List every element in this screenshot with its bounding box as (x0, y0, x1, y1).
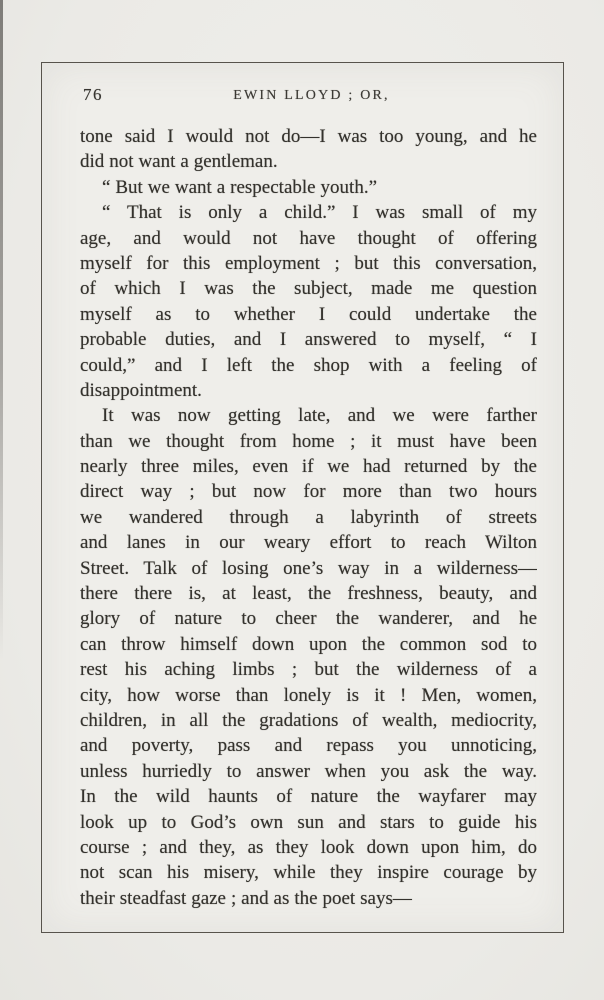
text-line: myself as to whether I could undertake the (80, 303, 537, 325)
text-line: their steadfast gaze ; and as the poet says— (80, 887, 412, 909)
text-line: could,” and I left the shop with a feeling of (80, 354, 537, 376)
text-line: not scan his misery, while they inspire courage by (80, 862, 537, 884)
running-header-title: EWIN LLOYD ; OR, (233, 88, 390, 103)
text-line: In the wild haunts of nature the wayfarer may (80, 786, 537, 808)
text-line: disappointment. (80, 379, 202, 401)
text-line: glory of nature to cheer the wanderer, and he (80, 608, 537, 630)
text-line: children, in all the gradations of wealth, mediocrity, (80, 709, 537, 731)
text-line: nearly three miles, even if we had returned by the (80, 456, 537, 478)
text-line: look up to God’s own sun and stars to guide his (80, 811, 537, 833)
text-line: course ; and they, as they look down upon him, do (80, 836, 537, 858)
text-line: “ That is only a child.” I was small of my (102, 202, 537, 224)
text-line: direct way ; but now for more than two hours (80, 481, 537, 503)
text-line: than we thought from home ; it must have been (80, 430, 537, 452)
text-line: there there is, at least, the freshness, beauty, and (80, 583, 537, 605)
text-line: age, and would not have thought of offering (80, 227, 537, 249)
body-text (80, 124, 537, 911)
text-line: It was now getting late, and we were farther (102, 405, 537, 427)
text-line: “ But we want a respectable youth.” (102, 176, 378, 198)
text-line: probable duties, and I answered to myself, “ I (80, 329, 537, 351)
page-frame (41, 62, 564, 933)
scan-edge-artifact (0, 0, 3, 660)
text-line: Street. Talk of losing one’s way in a wilderness— (80, 557, 537, 579)
text-line: and lanes in our weary effort to reach Wilton (80, 532, 537, 554)
text-line: city, how worse than lonely is it ! Men, women, (80, 684, 537, 706)
text-line: myself for this employment ; but this conversation, (80, 252, 537, 274)
text-line: of which I was the subject, made me question (80, 278, 537, 300)
text-line: rest his aching limbs ; but the wilderness of a (80, 659, 537, 681)
text-line: tone said I would not do—I was too young, and he (80, 126, 537, 147)
page-number: 76 (83, 85, 103, 104)
text-line: unless hurriedly to answer when you ask the way. (80, 760, 537, 782)
text-line: and poverty, pass and repass you unnoticing, (80, 735, 537, 757)
text-line: can throw himself down upon the common sod to (80, 633, 537, 655)
text-line: we wandered through a labyrinth of streets (80, 506, 537, 528)
text-line: did not want a gentleman. (80, 151, 278, 173)
